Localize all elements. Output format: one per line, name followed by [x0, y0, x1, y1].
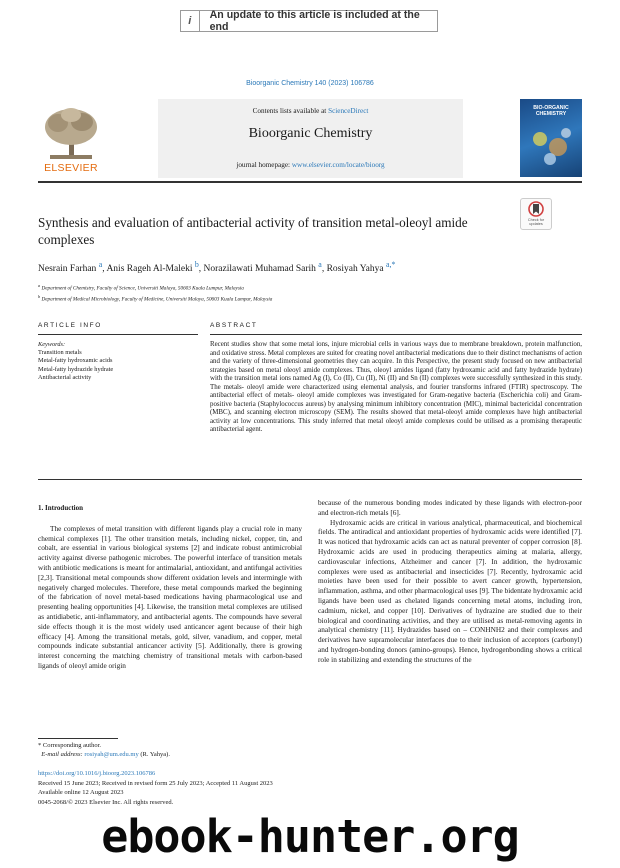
update-banner[interactable] — [180, 10, 438, 32]
elsevier-wordmark: ELSEVIER — [44, 162, 98, 174]
affiliations — [38, 282, 272, 303]
journal-masthead — [38, 99, 582, 178]
author[interactable]: Norazilawati Muhamad Sarih $^a$ — [203, 260, 322, 275]
article-title: Synthesis and evaluation of antibacterial activity of transition metal-oleoyl amide complexes — [38, 215, 468, 247]
article-info-rule — [38, 334, 198, 335]
info-icon: i — [181, 11, 200, 31]
author-list: Nesrain Farhan $^a$, Anis Rageh Al-Maleki $^b$, Norazilawati Muhamad Sarih $^a$, Rosiyah Yahya $^{a,*}$ — [38, 260, 396, 275]
header-rule — [38, 181, 582, 183]
contents-line: Contents lists available at ScienceDirect — [252, 107, 369, 115]
homepage-link[interactable]: www.elsevier.com/locate/bioorg — [291, 161, 385, 169]
section-heading-introduction: 1. Introduction — [38, 504, 83, 512]
footnote-rule — [38, 738, 118, 739]
available-online: Available online 12 August 2023 — [38, 789, 124, 796]
journal-citation[interactable]: Bioorganic Chemistry 140 (2023) 106786 — [246, 80, 374, 87]
publication-info — [38, 769, 273, 807]
body-paragraph: Hydroxamic acids are critical in various analytical, pharmaceutical, and biochemical fields. The antiradical and antioxidant properties of hydroxamic acids were identified [7]. It was noticed that hydroxamic acids can act as natural preventer of copper corrosion [8]. Hydroxamic acids are used in producing therapeutics aiming at malaria, allergy, cardiovascular infections, Alzheimer and cancer [7]. In addition, the hydroxamic complexes were used as antibacterial and insecticides [7]. Recently, hydroxamic acid moieties have been used for their possible to avert cancer growth, hypertension, inflammation, asthma, and other pharmacological uses [9]. The bidentate hydroxamic acid ligands have been used as chelated ligands concerning metal atoms, including iron, cadmium, nickel, and copper [10]. Derivatives of hydrazine are studied due to their biological and coordinating activities, and they are utilised as metal-removing agents in analytical chemistry [11]. Hydrazides based on – CONHNH2 and their complexes and derivatives have supramolecular interfaces due to their inclusion of acceptors (carbonyl) and hydrogen-bonding donors (amino-groups). Hence, hydrogenbonding shows a critical role in stabilizing and extending the structures of the — [318, 517, 582, 664]
abstract-rule — [210, 334, 582, 335]
email-line: E-mail address: rosiyah@um.edu.my (R. Yahya). — [41, 751, 170, 759]
keywords-label: Keywords: — [38, 341, 66, 348]
keyword: Metal-fatty hydrazide hydrate — [38, 365, 114, 373]
keyword: Antibacterial activity — [38, 373, 92, 381]
journal-homepage-line: journal homepage: www.elsevier.com/locate/bioorg — [236, 161, 385, 169]
bookmark-icon — [521, 199, 551, 219]
body-column-left — [38, 504, 302, 671]
received-dates: Received 15 June 2023; Received in revised form 25 July 2023; Accepted 11 August 2023 — [38, 779, 273, 787]
affiliation: $^a$ Department of Chemistry, Faculty of Science, Universiti Malaya, 50603 Kuala Lumpur, Malaysia — [38, 283, 244, 292]
update-banner-text: An update to this article is included at the end — [209, 9, 420, 33]
watermark-text: ebook-hunter.org — [101, 810, 519, 863]
author[interactable]: Anis Rageh Al-Maleki $^b$ — [106, 260, 199, 275]
cover-title: BIO-ORGANIC CHEMISTRY — [533, 105, 569, 117]
author[interactable]: Nesrain Farhan $^a$ — [38, 260, 103, 275]
affiliation: $^b$ Department of Medical Microbiology, Faculty of Medicine, Universiti Malaya, 50603 Kuala Lumpur, Malaysia — [38, 293, 273, 303]
body-paragraph: because of the numerous bonding modes indicated by these ligands with electron-poor and electron-rich metals [6]. — [318, 498, 582, 517]
masthead-center-box — [158, 99, 463, 178]
check-for-updates-badge[interactable] — [520, 198, 552, 230]
email-link[interactable]: rosiyah@um.edu.my — [84, 751, 139, 759]
author[interactable]: Rosiyah Yahya $^{a,*}$ — [326, 260, 396, 275]
article-info-heading: ARTICLE INFO — [38, 322, 102, 329]
doi-link[interactable]: https://doi.org/10.1016/j.bioorg.2023.106786 — [38, 770, 156, 777]
keywords-block — [38, 341, 113, 382]
abstract-text: Recent studies show that some metal ions, injure microbial cells in various ways due to membrane breakdown, protein malfunction, and oxidative stress. Metal complexes are suited for creating novel antibacterial medications due to their distinct mechanisms of action and the variety of three-dimensional geometries they can acquire. In this Perspective, the present study focused on new antibacterial strategies based on metal oleoyl amide complexes. Thus, oleoyl amides ligand (fatty hydroxamic acid and fatty hydrazide hydrate) with the transition metal ions named Ag (I), Co (II), Cu (II), Ni (II) and Sn (II) complexes were successfully synthesized in this study. The metals- oleoyl amide were characterized using elemental analysis, and fourier transforms infrared (FTIR) spectroscopy. The antibacterial effect of metals- oleoyl amide complexes was investigated for Gram-negative bacteria (Escherichia coli) and Gram-positive bacteria (Staphylococcus aureus) by analysing minimum inhibitory concentration (MIC), minimal bactericidal concentration (MBC), and scanning electron microscopy (SEM). The results showed that metal-oleoyl amide complexes have high antibacterial activity at low concentrations. This study inferred that metal oleoyl amide complexes could be utilised as a promising therapeutic antibacterial agent. — [210, 341, 582, 433]
abstract-heading: ABSTRACT — [210, 322, 258, 329]
journal-cover-thumbnail — [520, 99, 582, 177]
copyright: 0045-2068/© 2023 Elsevier Inc. All rights reserved. — [38, 798, 174, 806]
check-for-updates-label: Check for updates — [527, 218, 545, 226]
journal-title: Bioorganic Chemistry — [248, 126, 373, 141]
body-paragraph: The complexes of metal transition with different ligands play a crucial role in many chemical complexes [1]. The other transition metals, including nickel, copper, tin, and cobalt, are essential in various biological systems [2] and indicate robust antimicrobial activity against diverse pathogenic microbes. The powerful interface of transition metals with antibiotic medications is meant for antimalarial, antioxidant, and antifungal activities [2,3]. Transitional metal compounds show different oxidation levels and intermingle with negatively charged molecules. Therefore, these metal compounds marked the beginning of the fabrication of novel metal-based medications having pharmacological use and presenting healing opportunities [4]. Likewise, the transition metal complexes are utilised as antidiabetic, anti-inflammatory, and antibacterial agents. The compounds have several side effects though it is the most widely used anticancer agent because of their high efficacy [4]. Among the transitional metals, gold, silver, vanadium, and copper, metal compounds indicate substantial anticancer activity [5]. Additionally, there is growing interest concerning the matching chemistry of transitional metals with carbon-based ligands of oleoyl amide origin — [38, 523, 302, 670]
abstract-bottom-rule — [38, 479, 582, 480]
keyword: Transition metals — [38, 349, 82, 357]
footnote — [38, 741, 170, 759]
keyword: Metal-fatty hydroxamic acids — [38, 357, 113, 365]
sciencedirect-link[interactable]: ScienceDirect — [328, 107, 369, 115]
body-column-right — [318, 498, 582, 665]
corresponding-author-note: * Corresponding author. — [38, 742, 102, 749]
